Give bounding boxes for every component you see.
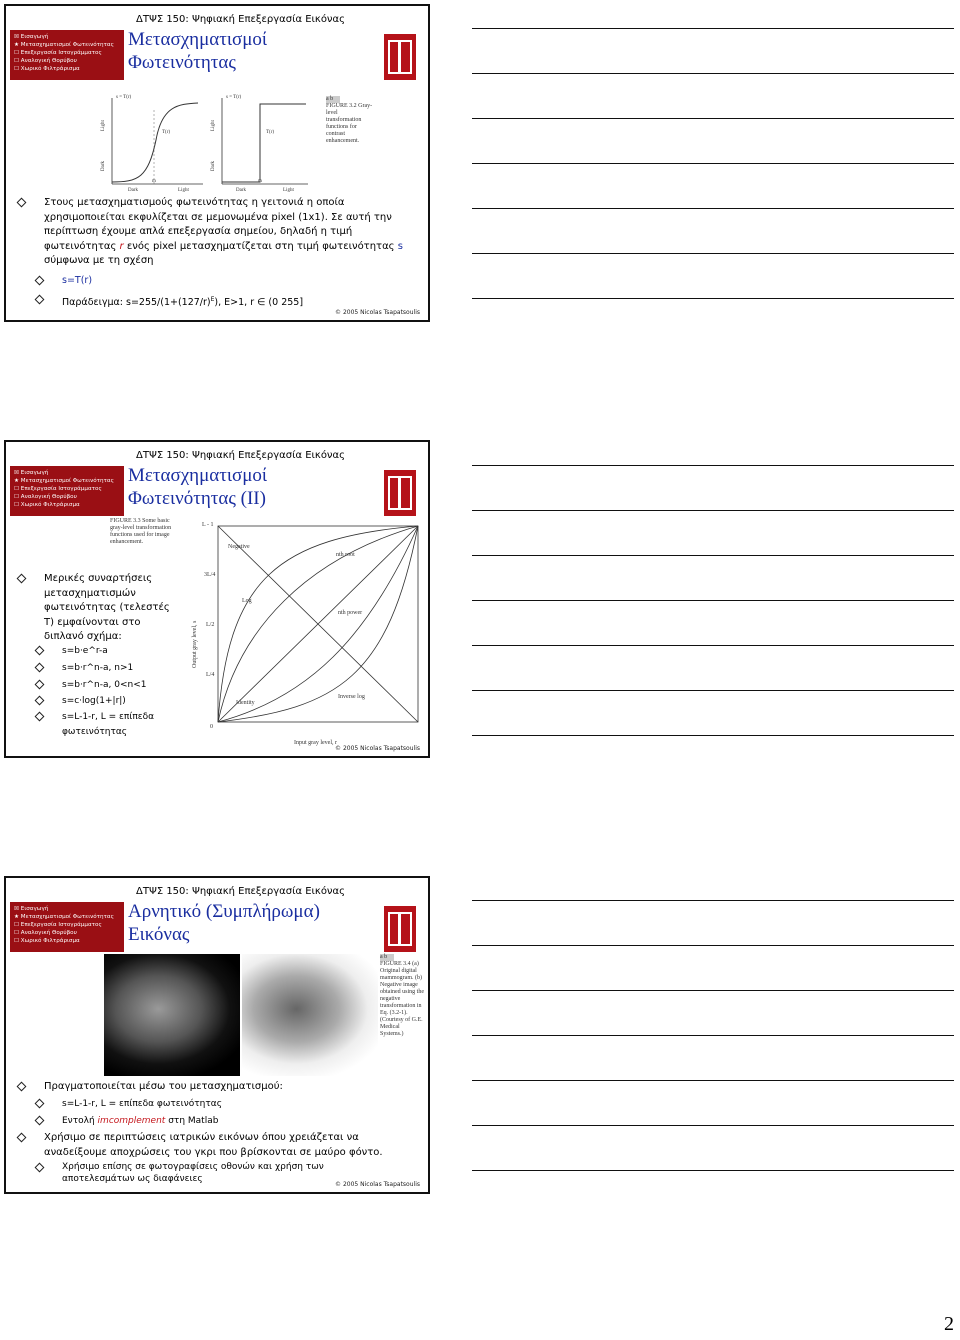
svg-text:L/4: L/4 [206,672,215,678]
slide-heading: Μετασχηματισμοί Φωτεινότητας [128,29,268,73]
svg-text:Light: Light [178,188,189,192]
transform-functions-graph [188,518,428,746]
slide-heading: Μετασχηματισμοί Φωτεινότητας (ΙΙ) [128,465,268,509]
svg-text:Dark: Dark [128,188,138,192]
diamond-bullet-icon [35,646,45,656]
sub-bullet: Χρήσιμο επίσης σε φωτογραφίσεις οθονών και χρήση των αποτελεσμάτων ως διαφάνειες [36,1161,396,1185]
sub-bullet: s=b·e^r-a [36,644,176,659]
diamond-bullet-icon [35,712,45,722]
bullet-1: Μερικές συναρτήσεις μετασχηματισμών φωτεινότητας (τελεστές T) εμφαίνονται στο διπλανό σχήμα: [18,572,178,645]
copyright: © 2005 Nicolas Tsapatsoulis [335,309,420,316]
diamond-bullet-icon [17,1133,27,1143]
sub-bullet: s=c·log(1+|r|) [36,694,176,709]
svg-text:nth root: nth root [336,552,355,558]
svg-text:Light: Light [211,120,216,131]
diamond-bullet-icon [17,198,27,208]
svg-text:L - 1: L - 1 [202,522,214,528]
nav-item: ☐ Χωρικό Φιλτράρισμα [14,938,80,944]
figure-caption: a b FIGURE 3.4 (a) Original digital mammogram. (b) Negative image obtained using the negative transformation in Eq. (3.2-1). (Courtesy of G.E. Medical Systems.) [380,954,424,1037]
nav-item: ☒ Εισαγωγή [14,470,49,476]
nav-item: ☐ Επεξεργασία Ιστογράμματος [14,922,102,928]
slide-heading: Αρνητικό (Συμπλήρωμα) Εικόνας [128,901,320,945]
svg-text:Negative: Negative [228,544,250,550]
nav-item: ☐ Χωρικό Φιλτράρισμα [14,502,80,508]
mammogram-negative-image [242,954,378,1076]
sub-bullet: s=b·r^n-a, 0<n<1 [36,678,176,693]
svg-text:Light: Light [283,188,294,192]
course-title: ΔΤΨΣ 150: Ψηφιακή Επεξεργασία Εικόνας [136,14,345,25]
diamond-bullet-icon [35,663,45,673]
nav-item: ☒ Εισαγωγή [14,34,49,40]
svg-text:m: m [258,179,262,184]
figure-caption: FIGURE 3.3 Some basic gray-level transformation functions used for image enhancement. [110,518,172,545]
svg-text:s = T(r): s = T(r) [116,95,132,100]
contrast-figure [98,88,318,192]
slide-1 [4,4,430,322]
svg-text:Output gray level, s: Output gray level, s [192,620,198,668]
diamond-bullet-icon [17,574,27,584]
svg-text:Input gray level, r: Input gray level, r [294,740,337,746]
course-title: ΔΤΨΣ 150: Ψηφιακή Επεξεργασία Εικόνας [136,450,345,461]
svg-text:Dark: Dark [236,188,246,192]
diamond-bullet-icon [35,295,45,305]
copyright: © 2005 Nicolas Tsapatsoulis [335,745,420,752]
slide-nav [10,902,124,952]
diamond-bullet-icon [35,680,45,690]
mammogram-original-image [104,954,240,1076]
sub-bullet: Παράδειγμα: $s=255/(1+(127/r)^E)$, E>1, r ∈ (0 255] [36,293,406,311]
nav-item: ☐ Αναλογική Θορύβου [14,930,77,936]
svg-text:Dark: Dark [101,161,106,171]
diamond-bullet-icon [35,1116,45,1126]
nav-item: ☐ Αναλογική Θορύβου [14,58,77,64]
nav-item: ☐ Χωρικό Φιλτράρισμα [14,66,80,72]
page-number: 2 [944,1313,954,1335]
sub-bullet: s=T(r) [36,274,396,289]
slide-2 [4,440,430,758]
university-logo [384,906,416,952]
nav-item: ★ Μετασχηματισμοί Φωτεινότητας [14,478,114,484]
university-logo [384,470,416,516]
university-logo [384,34,416,80]
bullet-1: Στους μετασχηματισμούς φωτεινότητας η γειτονιά η οποία χρησιμοποιείται εκφυλίζεται σε μεμονωμένα pixel (1x1). Σε αυτή την περίπτωση έχουμε απλά επεξεργασία σημείου, δηλαδή η τιμή φωτεινότητας r ενός pixel μετασχηματίζεται στη τιμή φωτεινότητας s σύμφωνα με τη σχέση [18,196,418,269]
figure-caption: a b FIGURE 3.2 Gray-level transformation functions for contrast enhancement. [326,96,373,144]
diamond-bullet-icon [35,1163,45,1173]
bullet-1: Πραγματοποιείται μέσω του μετασχηματισμού: [18,1080,418,1095]
slide-3 [4,876,430,1194]
svg-text:m: m [152,179,156,184]
nav-item: ★ Μετασχηματισμοί Φωτεινότητας [14,914,114,920]
nav-item: ☐ Αναλογική Θορύβου [14,494,77,500]
slide-nav [10,30,124,80]
diamond-bullet-icon [35,276,45,286]
sub-bullet: Εντολή imcomplement στη Matlab [36,1114,406,1129]
diamond-bullet-icon [35,696,45,706]
svg-text:Inverse log: Inverse log [338,694,365,700]
bullet-2: Χρήσιμο σε περιπτώσεις ιατρικών εικόνων όπου χρειάζεται να αναδείξουμε αποχρώσεις του γκρι που βρίσκονται σε μαύρο φόντο. [18,1131,418,1160]
svg-text:T(r): T(r) [266,130,275,135]
sub-bullet: s=L-1-r, L = επίπεδα φωτεινότητας [36,710,176,739]
svg-text:Light: Light [101,120,106,131]
copyright: © 2005 Nicolas Tsapatsoulis [335,1181,420,1188]
course-title: ΔΤΨΣ 150: Ψηφιακή Επεξεργασία Εικόνας [136,886,345,897]
svg-text:Log: Log [242,598,252,604]
svg-text:3L/4: 3L/4 [204,572,216,578]
diamond-bullet-icon [17,1082,27,1092]
nav-item: ☐ Επεξεργασία Ιστογράμματος [14,50,102,56]
slide-nav [10,466,124,516]
svg-text:nth power: nth power [338,610,363,616]
sub-bullet: s=L-1-r, L = επίπεδα φωτεινότητας [36,1097,406,1112]
nav-item: ☒ Εισαγωγή [14,906,49,912]
svg-text:Dark: Dark [211,161,216,171]
svg-text:s = T(r): s = T(r) [226,95,242,100]
nav-item: ★ Μετασχηματισμοί Φωτεινότητας [14,42,114,48]
svg-text:Identity: Identity [236,700,255,706]
svg-text:T(r): T(r) [162,130,171,135]
sub-bullet: s=b·r^n-a, n>1 [36,661,176,676]
svg-text:0: 0 [210,724,213,730]
nav-item: ☐ Επεξεργασία Ιστογράμματος [14,486,102,492]
diamond-bullet-icon [35,1099,45,1109]
svg-text:L/2: L/2 [206,622,215,628]
